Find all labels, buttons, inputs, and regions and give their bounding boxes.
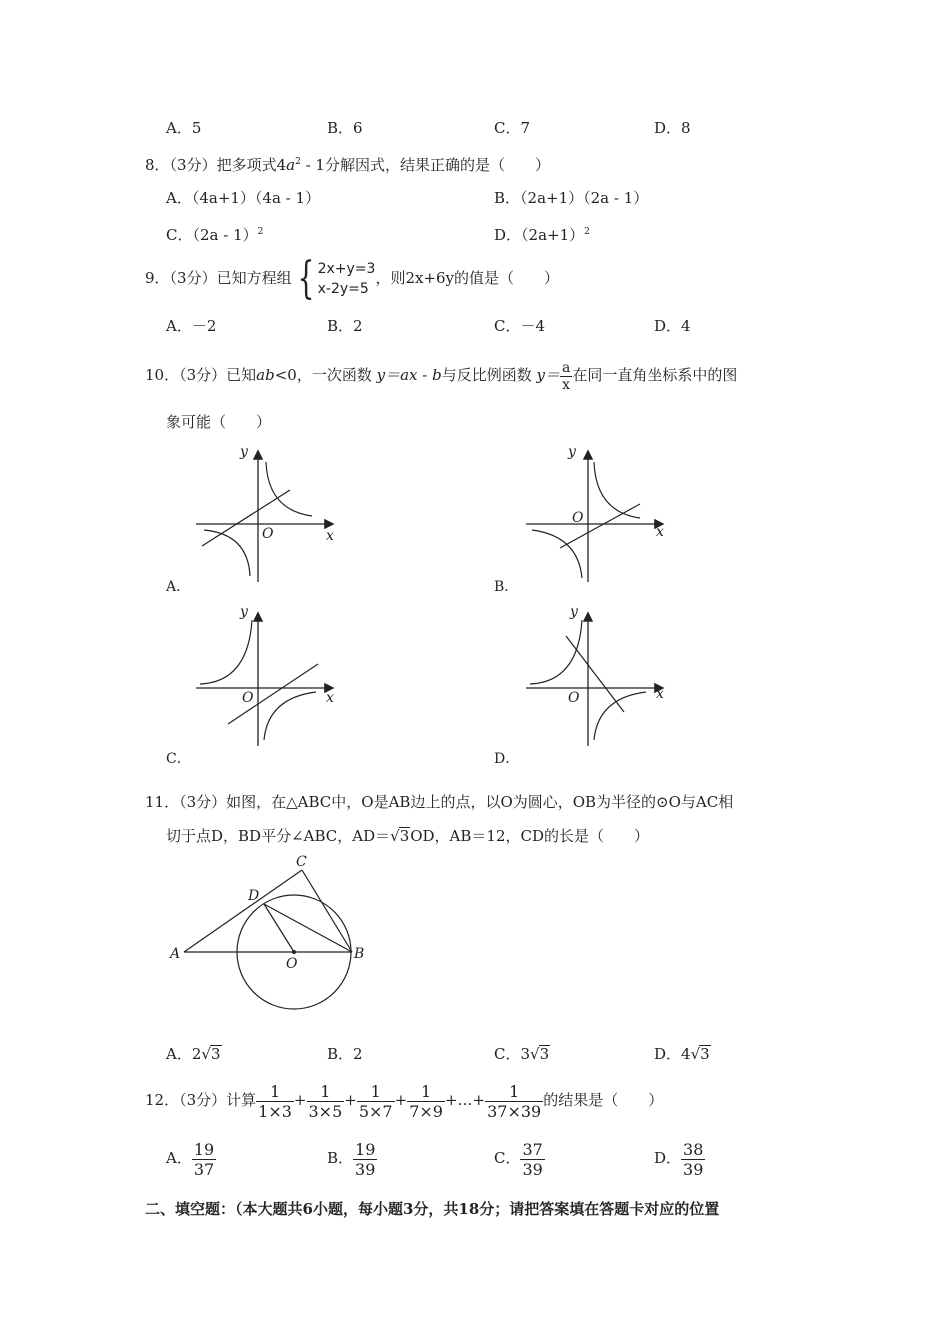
q10-ab: ab xyxy=(256,366,275,384)
q12-score: （3分） xyxy=(179,1091,227,1109)
q10d-origin: O xyxy=(568,690,580,706)
q10-stem-line2: 象可能（ ） xyxy=(166,413,272,431)
q12-option-d: D． $\frac{38}{39}$ xyxy=(654,1139,704,1179)
q12-ellipsis: +…+ xyxy=(444,1091,486,1109)
q10-linear-function: y＝ax - b xyxy=(376,366,442,384)
q9-equation-system xyxy=(318,259,376,299)
q9-eq1: 2x+y=3 xyxy=(317,261,376,277)
q9-text-b: ，则2x+6y的值是（ ） xyxy=(375,269,560,287)
section-2-title: 二、填空题：（本大题共6小题，每小题3分，共18分；请把答案填在答题卡对应的位置 xyxy=(145,1200,720,1218)
q10-text-a: 已知 xyxy=(226,366,257,384)
q7-option-b: B．6 xyxy=(327,119,363,137)
q8-option-c: C．（2a - 1）$^2$ xyxy=(166,226,264,244)
q12-term-1: $\frac{1}{1\times 3}$ xyxy=(258,1081,292,1121)
q10c-origin: O xyxy=(242,690,254,706)
q11-option-d: D．4√3 xyxy=(654,1045,710,1063)
q11-radicand: 3 xyxy=(399,827,410,845)
q8-sup: 2 xyxy=(295,157,301,167)
q8-stem xyxy=(145,152,550,175)
q12-option-c: C． $\frac{37}{39}$ xyxy=(494,1139,543,1179)
q10-fraction: $\frac{a}{x}$ xyxy=(561,359,571,393)
q12-stem: 12．（3分）计算 $\frac{1}{1\times 3}$ + $\frac{1}{3\times 5}$ + $\frac{1}{5\times 7}$ + $\frac{1}{7\times 9}$ +…+ $\frac{1}{37\times 39}$ 的结果是（ ） xyxy=(145,1081,664,1121)
q9-option-c: C．－4 xyxy=(494,317,546,335)
q10b-origin: O xyxy=(572,510,584,526)
q10a-y-label: y xyxy=(240,444,248,460)
q11-text-2b: OD，AB＝12，CD的长是（ ） xyxy=(410,827,650,845)
q12-number: 12． xyxy=(145,1091,180,1109)
q10-stem xyxy=(145,356,737,394)
q11-text-1: 如图，在△ABC中，O是AB边上的点，以O为圆心，OB为半径的⊙O与AC相 xyxy=(226,793,734,811)
q10d-x-label: x xyxy=(656,686,664,702)
q9-option-b: B．2 xyxy=(327,317,363,335)
q11-text-2a: 切于点D，BD平分∠ABC，AD＝ xyxy=(166,827,391,845)
q7-option-d: D．8 xyxy=(654,119,691,137)
q10-label-b: B． xyxy=(494,579,519,595)
q10-label-c: C． xyxy=(166,751,191,767)
q12-term-4: $\frac{1}{7\times 9}$ xyxy=(409,1081,443,1121)
q11-option-a: A．2√3 xyxy=(166,1045,221,1063)
q10-label-d: D． xyxy=(494,751,520,767)
q12-text-a: 计算 xyxy=(226,1091,257,1109)
q11-option-b: B．2 xyxy=(327,1045,363,1063)
q12-option-a: A． $\frac{19}{37}$ xyxy=(166,1139,215,1179)
q9-stem xyxy=(145,254,559,302)
q10a-x-label: x xyxy=(326,528,334,544)
q10-text-b: <0，一次函数 xyxy=(274,366,377,384)
q9-number: 9． xyxy=(145,269,170,287)
q10a-origin: O xyxy=(262,526,274,542)
q9-text-a: 已知方程组 xyxy=(216,269,292,287)
q11-label-o: O xyxy=(286,956,298,972)
q11-stem xyxy=(145,792,733,812)
q10-label-a: A． xyxy=(166,579,191,595)
q7-option-a: A．5 xyxy=(166,119,202,137)
q12-term-3: $\frac{1}{5\times 7}$ xyxy=(358,1081,393,1121)
q10-graph-a xyxy=(190,440,350,588)
q10-graph-b xyxy=(520,440,680,588)
q10-number: 10． xyxy=(145,366,180,384)
q11-label-b: B xyxy=(354,946,365,962)
q10c-y-label: y xyxy=(240,604,248,620)
q11-option-c: C．3√3 xyxy=(494,1045,550,1063)
q11-geometry-figure xyxy=(160,850,390,1020)
q11-label-a: A xyxy=(170,946,181,962)
q11-stem-line2 xyxy=(166,826,649,846)
q10b-y-label: y xyxy=(568,444,576,460)
q11-radical-sign: √ xyxy=(390,827,400,845)
q8-text-b: - 1分解因式，结果正确的是（ ） xyxy=(300,156,550,174)
q11-score: （3分） xyxy=(179,793,227,811)
q9-score: （3分） xyxy=(169,269,217,287)
q8-var: a xyxy=(286,156,296,174)
q8-number: 8． xyxy=(145,156,170,174)
q10-text-c: 与反比例函数 xyxy=(441,366,537,384)
q8-option-d: D．$(2a+1)^2$ xyxy=(494,226,590,244)
q10-graph-c xyxy=(190,600,350,748)
q11-number: 11． xyxy=(145,793,180,811)
q10-graph-d xyxy=(520,600,680,748)
q7-option-c: C．7 xyxy=(494,119,531,137)
q12-text-b: 的结果是（ ） xyxy=(543,1091,664,1109)
q12-term-last: $\frac{1}{37\times 39}$ xyxy=(487,1081,542,1121)
q10-score: （3分） xyxy=(179,366,227,384)
q12-term-2: $\frac{1}{3\times 5}$ xyxy=(308,1081,343,1121)
q9-eq2: x-2y=5 xyxy=(317,281,369,297)
q9-option-d: D．4 xyxy=(654,317,691,335)
q10b-x-label: x xyxy=(656,524,664,540)
q9-option-a: A．－2 xyxy=(166,317,217,335)
q11-label-c: C xyxy=(296,854,307,870)
q10c-x-label: x xyxy=(326,690,334,706)
q9-brace: { xyxy=(297,253,315,304)
q8-option-a: A．（4a+1）（4a - 1） xyxy=(166,189,321,207)
q8-text-a: 把多项式4 xyxy=(216,156,287,174)
q10-inverse-function: y＝ xyxy=(536,366,560,384)
q11-label-d: D xyxy=(248,888,260,904)
q10-text-d: 在同一直角坐标系中的图 xyxy=(572,366,738,384)
q8-option-b: B．（2a+1）（2a - 1） xyxy=(494,189,649,207)
q10d-y-label: y xyxy=(570,604,578,620)
q8-score: （3分） xyxy=(169,156,217,174)
q12-option-b: B． $\frac{19}{39}$ xyxy=(327,1139,376,1179)
